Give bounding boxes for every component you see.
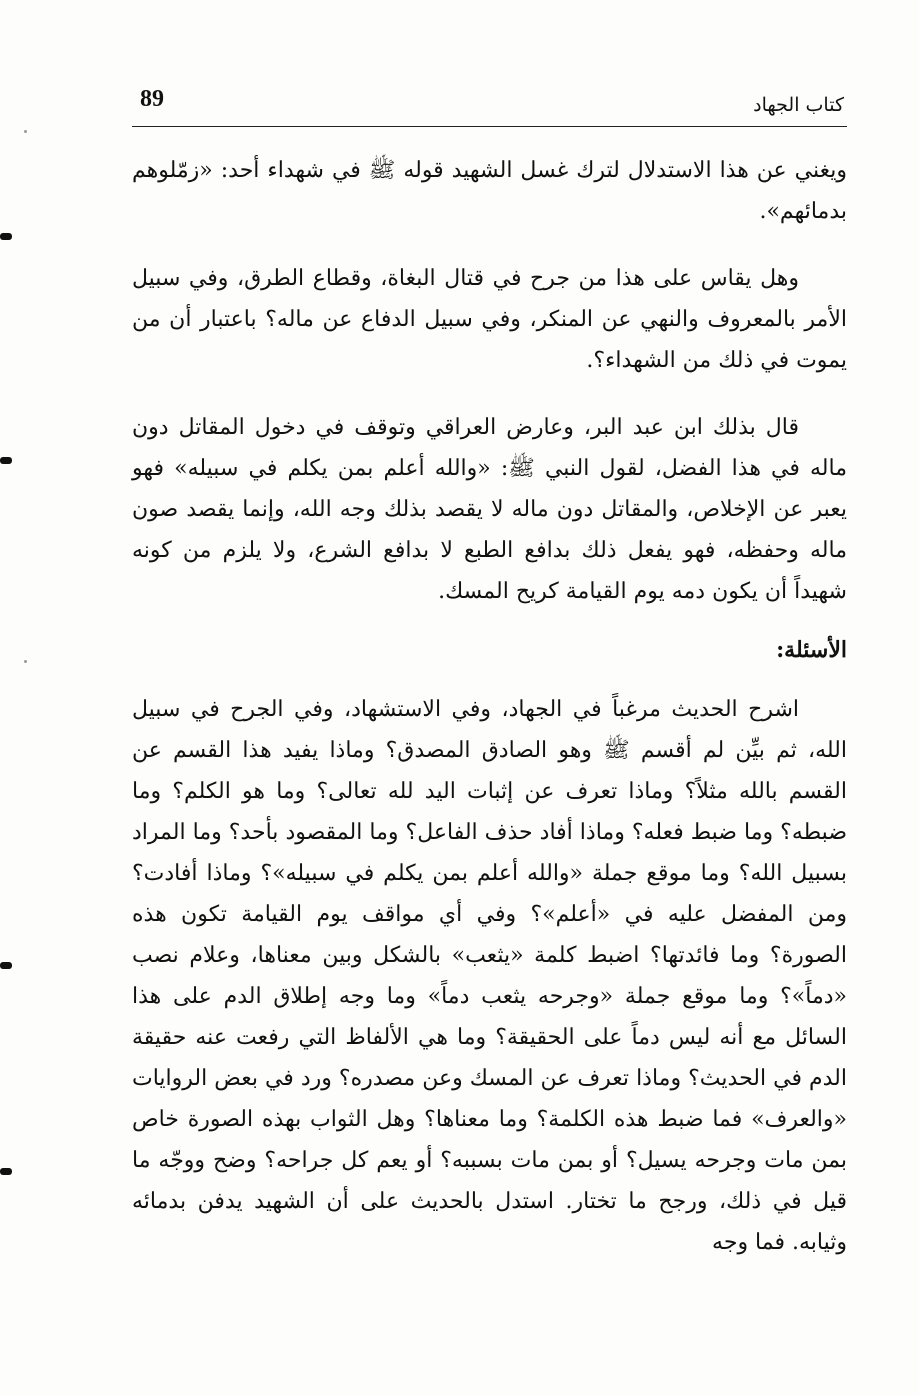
paragraph-1: ويغني عن هذا الاستدلال لترك غسل الشهيد قوله ﷺ في شهداء أحد: «زمّلوهم بدمائهم». — [132, 158, 847, 224]
paragraph-4: اشرح الحديث مرغباً في الجهاد، وفي الاستشهاد، وفي الجرح في سبيل الله، ثم بيِّن لم أقسم ﷺ وهو الصادق المصدق؟ وماذا يفيد هذا القسم عن القسم بالله مثلاً؟ وماذا تعرف عن إثبات اليد لله تعالى؟ وما هو الكلم؟ وما ضبطه؟ وما ضبط فعله؟ وماذا أفاد حذف الفاعل؟ وما المقصود بأحد؟ وما المراد بسبيل الله؟ وما موقع جملة «والله أعلم بمن يكلم في سبيله»؟ وماذا أفادت؟ ومن المفضل عليه في «أعلم»؟ وفي أي مواقف يوم القيامة تكون هذه الصورة؟ وما فائدتها؟ اضبط كلمة «يثعب» بالشكل وبين معناها، وعلام نصب «دماً»؟ وما موقع جملة «وجرحه يثعب دماً» وما وجه إطلاق الدم على هذا السائل مع أنه ليس دماً على الحقيقة؟ وما هي الألفاظ التي رفعت عنه حقيقة الدم في الحديث؟ وماذا تعرف عن المسك وعن مصدره؟ ورد في بعض الروايات «والعرف» فما ضبط هذه الكلمة؟ وما معناها؟ وهل الثواب بهذه الصورة خاص بمن مات وجرحه يسيل؟ أو بمن مات بسببه؟ أو يعم كل جراحه؟ وضح ووجّه ما قيل في ذلك، ورجح ما تختار. استدل بالحديث على أن الشهيد يدفن بدمائه وثيابه. فما وجه — [132, 697, 847, 1255]
paragraph-3: قال بذلك ابن عبد البر، وعارض العراقي وتوقف في دخول المقاتل دون ماله في هذا الفضل، لقول النبي ﷺ: «والله أعلم بمن يكلم في سبيله» فهو يعبر عن الإخلاص، والمقاتل دون ماله لا يقصد بذلك وجه الله، وإنما يقصد صون ماله وحفظه، فهو يفعل ذلك بدافع الطبع لا بدافع الشرع، ولا يلزم من كونه شهيداً أن يكون دمه يوم القيامة كريح المسك. — [132, 415, 847, 604]
margin-mark — [0, 1168, 12, 1175]
page-number: 89 — [140, 86, 164, 112]
questions-heading: الأسئلة: — [776, 637, 847, 663]
margin-mark — [0, 457, 12, 464]
running-head-title: كتاب الجهاد — [753, 94, 844, 116]
paragraph-2: وهل يقاس على هذا من جرح في قتال البغاة، وقطاع الطرق، وفي سبيل الأمر بالمعروف والنهي عن المنكر، وفي سبيل الدفاع عن ماله؟ باعتبار أن من يموت في ذلك من الشهداء؟. — [132, 266, 847, 373]
scan-speck — [24, 660, 27, 663]
scan-speck — [24, 130, 27, 133]
header-rule — [132, 126, 847, 127]
margin-mark — [0, 962, 12, 969]
page-body — [132, 150, 847, 1263]
margin-mark — [0, 233, 12, 240]
